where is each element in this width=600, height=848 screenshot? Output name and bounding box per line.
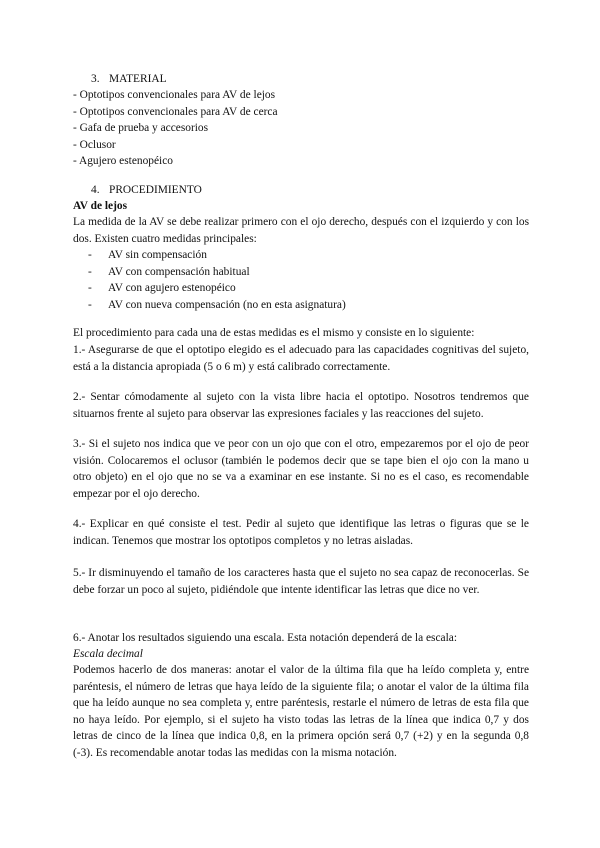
measure-label: AV con nueva compensación (no en esta asignatura)	[108, 298, 346, 311]
step-6: 6.- Anotar los resultados siguiendo una escala. Esta notación dependerá de la escala:	[73, 632, 457, 644]
measure-label: AV sin compensación	[108, 249, 207, 261]
section-heading-procedimiento	[91, 182, 202, 199]
measure-label: AV con compensación habitual	[108, 265, 250, 278]
step-4: 4.- Explicar en qué consiste el test. Pedir al sujeto que identifique las letras o figuras que se le indican. Tenemos que mostrar los optotipos completos y no letras aisladas.	[73, 518, 529, 547]
list-dash: -	[88, 265, 92, 278]
subheading-av-lejos: AV de lejos	[73, 200, 128, 212]
section-number: 3.	[91, 73, 100, 85]
list-dash: -	[88, 282, 92, 294]
scale-heading: Escala decimal	[73, 648, 143, 660]
procedure-intro: El procedimiento para cada una de estas medidas es el mismo y consiste en lo siguiente:	[73, 327, 475, 339]
material-item: - Optotipos convencionales para AV de cerca	[73, 105, 278, 118]
step-2: 2.- Sentar cómodamente al sujeto con la vista libre hacia el optotipo. Nosotros tendremos que situarnos frente al sujeto para observar las expresiones faciales y las reacciones del sujeto.	[73, 391, 529, 420]
measure-label: AV con agujero estenopéico	[108, 282, 236, 294]
list-item	[88, 264, 346, 281]
material-item: - Oclusor	[73, 138, 116, 151]
list-item	[88, 297, 346, 314]
step-1: 1.- Asegurarse de que el optotipo elegido es el adecuado para las capacidades cognitivas del sujeto, está a la distancia apropiada (5 o 6 m) y está calibrado correctamente.	[73, 344, 529, 373]
list-dash: -	[88, 298, 92, 311]
step-3: 3.- Si el sujeto nos indica que ve peor con un ojo que con el otro, empezaremos por el ojo de peor visión. Colocaremos el oclusor (también le podemos decir que se tape bien el ojo con la mano u otro objeto) en el ojo que no se va a examinar en ese instante. Si no es el caso, es recomendable empezar por el ojo derecho.	[73, 438, 529, 500]
measures-list	[88, 247, 346, 313]
section-number: 4.	[91, 184, 100, 196]
step-5: 5.- Ir disminuyendo el tamaño de los caracteres hasta que el sujeto no sea capaz de reconocerlas. Se debe forzar un poco al sujeto, pidiéndole que intente identificar las letras que dice no ver.	[73, 567, 529, 596]
intro-paragraph: La medida de la AV se debe realizar primero con el ojo derecho, después con el izquierdo y con los dos. Existen cuatro medidas principales:	[73, 216, 529, 245]
scale-paragraph: Podemos hacerlo de dos maneras: anotar el valor de la última fila que ha leído completa y, entre paréntesis, el número de letras que haya leído de la siguiente fila; o anotar el valor de la última fila que ha leído aunque no sea completa y, entre paréntesis, restarle el número de letras de esta fila que no haya leído. Por ejemplo, si el sujeto ha visto todas las letras de la línea que indica 0,7 y dos letras de cinco de la línea que indica 0,8, en la primera opción será 0,7 (+2) y en la segunda 0,8 (-3). Es recomendable anotar todas las medidas con la misma notación.	[73, 664, 529, 759]
section-title: PROCEDIMIENTO	[109, 184, 202, 196]
material-item: - Agujero estenopéico	[73, 155, 173, 167]
material-list	[73, 87, 529, 170]
list-item	[88, 280, 346, 297]
section-title: MATERIAL	[109, 73, 167, 85]
list-item	[88, 247, 346, 264]
material-item: - Gafa de prueba y accesorios	[73, 122, 209, 134]
section-heading-material	[91, 71, 167, 88]
material-item: - Optotipos convencionales para AV de lejos	[73, 89, 276, 101]
list-dash: -	[88, 249, 92, 261]
